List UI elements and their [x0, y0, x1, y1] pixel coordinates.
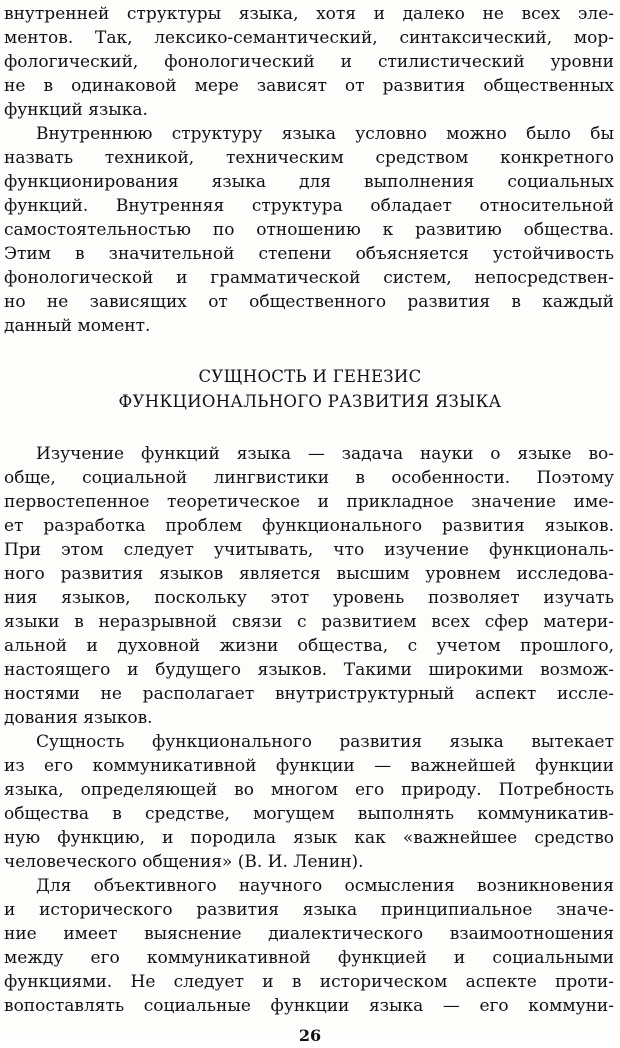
text-line: языки в неразрывной связи с развитием всех сфер матери-	[4, 612, 614, 632]
section-heading-line-2: ФУНКЦИОНАЛЬНОГО РАЗВИТИЯ ЯЗЫКА	[118, 392, 502, 411]
text-line: обще, социальной лингвистики в особенности. Поэтому	[4, 468, 614, 488]
text-line: и исторического развития языка принципиальное значе-	[4, 900, 614, 920]
text-line: ную функцию, и породила язык как «важнейшее средство	[4, 828, 614, 848]
section-heading-line-1: СУЩНОСТЬ И ГЕНЕЗИС	[198, 367, 422, 386]
text-line: общества в средстве, могущем выполнять коммуникатив-	[4, 804, 614, 824]
text-line: ние имеет выяснение диалектического взаимоотношения	[4, 924, 614, 944]
text-line: между его коммуникативной функцией и социальными	[4, 948, 614, 968]
text-line: функций. Внутренняя структура обладает относительной	[4, 196, 614, 216]
text-line: функциями. Не следует и в историческом аспекте проти-	[4, 972, 614, 992]
text-line: ния языков, поскольку этот уровень позволяет изучать	[4, 588, 614, 608]
text-line: первостепенное теоретическое и прикладное значение име-	[4, 492, 614, 512]
text-line: фологический, фонологический и стилистический уровни	[4, 52, 614, 72]
text-line: назвать техникой, техническим средством конкретного	[4, 148, 614, 168]
text-line: Для объективного научного осмысления возникновения	[36, 876, 614, 896]
text-line: Этим в значительной степени объясняется устойчивость	[4, 244, 614, 264]
text-line: Сущность функционального развития языка вытекает	[36, 732, 614, 752]
text-line: внутренней структуры языка, хотя и далеко не всех эле-	[4, 4, 614, 24]
text-line: фонологической и грамматической систем, непосредствен-	[4, 268, 614, 288]
text-line: из его коммуникативной функции — важнейшей функции	[4, 756, 614, 776]
text-line: дования языков.	[4, 708, 153, 728]
text-line: функционирования языка для выполнения социальных	[4, 172, 614, 192]
text-line: ет разработка проблем функционального развития языков.	[4, 516, 614, 536]
text-line: не в одинаковой мере зависят от развития общественных	[4, 76, 614, 96]
text-line: человеческого общения» (В. И. Ленин).	[4, 852, 364, 872]
text-line: ностями не располагает внутриструктурный аспект иссле-	[4, 684, 614, 704]
text-line: функций языка.	[4, 100, 148, 120]
text-line: вопоставлять социальные функции языка — его коммуни-	[4, 996, 614, 1016]
text-line: ного развития языков является высшим уровнем исследова-	[4, 564, 614, 584]
text-line: альной и духовной жизни общества, с учетом прошлого,	[4, 636, 614, 656]
text-line: ментов. Так, лексико-семантический, синтаксический, мор-	[4, 28, 614, 48]
text-line: но не зависящих от общественного развития в каждый	[4, 292, 614, 312]
text-line: данный момент.	[4, 316, 151, 336]
text-line: Изучение функций языка — задача науки о языке во-	[36, 444, 614, 464]
text-line: настоящего и будущего языков. Такими широкими возмож-	[4, 660, 614, 680]
text-line: языка, определяющей во многом его природу. Потребность	[4, 780, 614, 800]
page-number: 26	[298, 1026, 322, 1045]
text-line: самостоятельностью по отношению к развитию общества.	[4, 220, 614, 240]
text-line: Внутреннюю структуру языка условно можно было бы	[36, 124, 614, 144]
text-line: При этом следует учитывать, что изучение функциональ-	[4, 540, 614, 560]
